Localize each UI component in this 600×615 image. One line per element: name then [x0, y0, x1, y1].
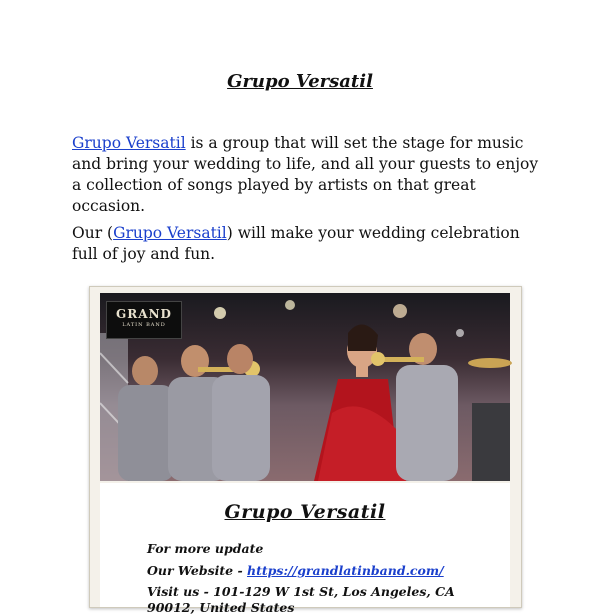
card-website-label: Our Website -: [147, 563, 248, 578]
card-info-panel: [100, 483, 510, 615]
intro-paragraph-text: is a group that will set the stage for music and bring your wedding to life, and all your guests to enjoy a collection of songs played by artists on that great occasion.: [72, 134, 539, 215]
logo-main-text: GRAND: [116, 307, 172, 321]
second-paragraph: [72, 223, 542, 265]
logo-sub-text: LATIN BAND: [122, 322, 166, 328]
promo-card-image: [89, 286, 522, 615]
intro-paragraph: [72, 133, 542, 217]
grand-latin-band-logo: [106, 301, 182, 339]
card-visit-line: Visit us - 101-129 W 1st St, Los Angeles, CA: [147, 584, 455, 599]
grupo-versatil-link-2[interactable]: Grupo Versatil: [113, 224, 227, 242]
card-visit-line-2: 90012, United States: [147, 600, 295, 615]
second-paragraph-prefix: Our (: [72, 224, 114, 242]
card-website-line: [147, 563, 444, 578]
grupo-versatil-link[interactable]: Grupo Versatil: [72, 134, 186, 152]
card-more-update: For more update: [147, 541, 264, 556]
card-title: Grupo Versatil: [224, 501, 386, 523]
second-paragraph-suffix: ) will make your wedding celebration full of joy and fun.: [72, 224, 520, 263]
band-photo: [100, 293, 510, 481]
document-title: Grupo Versatil: [227, 71, 373, 92]
card-website-link[interactable]: https://grandlatinband.com/: [247, 563, 444, 578]
